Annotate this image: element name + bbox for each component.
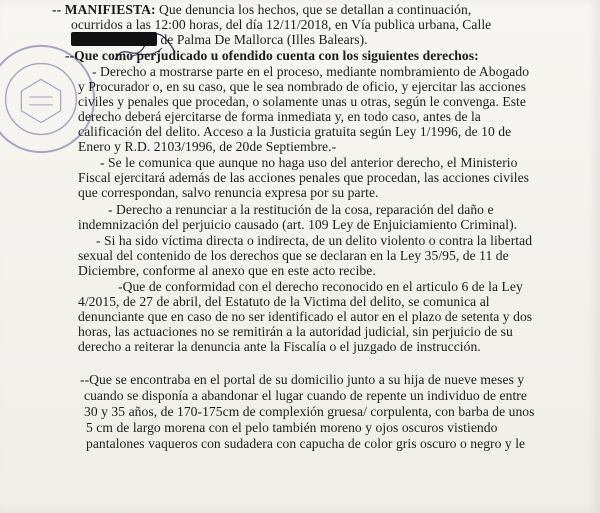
narrative-line: --Que se encontraba en el portal de su domicilio junto a su hija de nueve meses y <box>80 372 525 387</box>
body-line: denunciante que en caso de no ser identificado el autor en el plazo de setenta y dos <box>78 309 533 324</box>
body-line: 4/2015, de 27 de abril, del Estatuto de la Victima del delito, se comunica al <box>78 294 490 309</box>
body-line: civiles y penales que procedan, o solamente unas u otras, según le convenga. Este <box>78 94 526 109</box>
header-line <box>52 2 471 17</box>
body-line: - Si ha sido víctima directa o indirecta, de un delito violento o contra la libertad <box>96 233 533 248</box>
body-line: derecho a reiterar la denuncia ante la Fiscalía o el juzgado de instrucción. <box>78 339 481 354</box>
narrative-line: 5 cm de largo morena con el pelo también moreno y ojos oscuros vistiendo <box>86 420 498 435</box>
body-line: Fiscal ejercitará además de las acciones penales que procedan, las acciones civiles <box>78 170 530 185</box>
body-line: que correspondan, salvo renuncia expresa por su parte. <box>78 185 379 200</box>
body-line: ocurridos a las 12:00 horas, del día 12/11/2018, en Vía publica urbana, Calle <box>71 17 492 32</box>
body-line: calificación del delito. Acceso a la Justicia gratuita según Ley 1/1996, de 10 de <box>78 124 512 139</box>
body-line-redacted: de Palma De Mallorca (Illes Balears). <box>71 32 368 47</box>
narrative-line: 30 y 35 años, de 170-175cm de complexión gruesa/ corpulenta, con barba de unos <box>84 404 535 419</box>
manifiesta-label: -- MANIFIESTA: <box>52 2 156 17</box>
body-line: sexual del contenido de los derechos que se declaran en la Ley 35/95, de 11 de <box>78 248 509 263</box>
body-line: indemnización del perjuicio causado (art. 109 Ley de Enjuiciamiento Criminal). <box>78 217 518 232</box>
body-line: Diciembre, conforme al anexo que en este acto recibe. <box>78 263 376 278</box>
narrative-line: cuando se disponía a abandonar el lugar cuando de repente un individuo de entre <box>84 388 527 403</box>
body-line: y Procurador o, en su caso, que le sea nombrado de oficio, y ejercitar las acciones <box>78 79 527 94</box>
redaction-block <box>71 32 157 46</box>
body-line: - Derecho a mostrarse parte en el proceso, mediante nombramiento de Abogado <box>92 64 530 79</box>
body-line: derecho deberá ejercitarse de forma inmediata y, en todo caso, antes de la <box>78 109 481 124</box>
narrative-line: pantalones vaqueros con sudadera con capucha de color gris oscuro o negro y le <box>86 436 526 451</box>
header-text: Que denuncia los hechos, que se detallan a continuación, <box>158 2 472 17</box>
body-line: - Se le comunica que aunque no haga uso del anterior derecho, el Ministerio <box>100 155 518 170</box>
body-line: Enero y R.D. 2103/1996, de 20de Septiembre.- <box>78 139 337 154</box>
body-line: horas, las actuaciones no se remitirán a la autoridad judicial, sin perjuicio de su <box>78 324 513 339</box>
section-heading: --Que como perjudicado u ofendido cuenta con los siguientes derechos: <box>65 48 479 63</box>
body-line: -Que de conformidad con el derecho reconocido en el articulo 6 de la Ley <box>118 279 523 294</box>
body-line: - Derecho a renunciar a la restitución de la cosa, reparación del daño e <box>108 202 494 217</box>
